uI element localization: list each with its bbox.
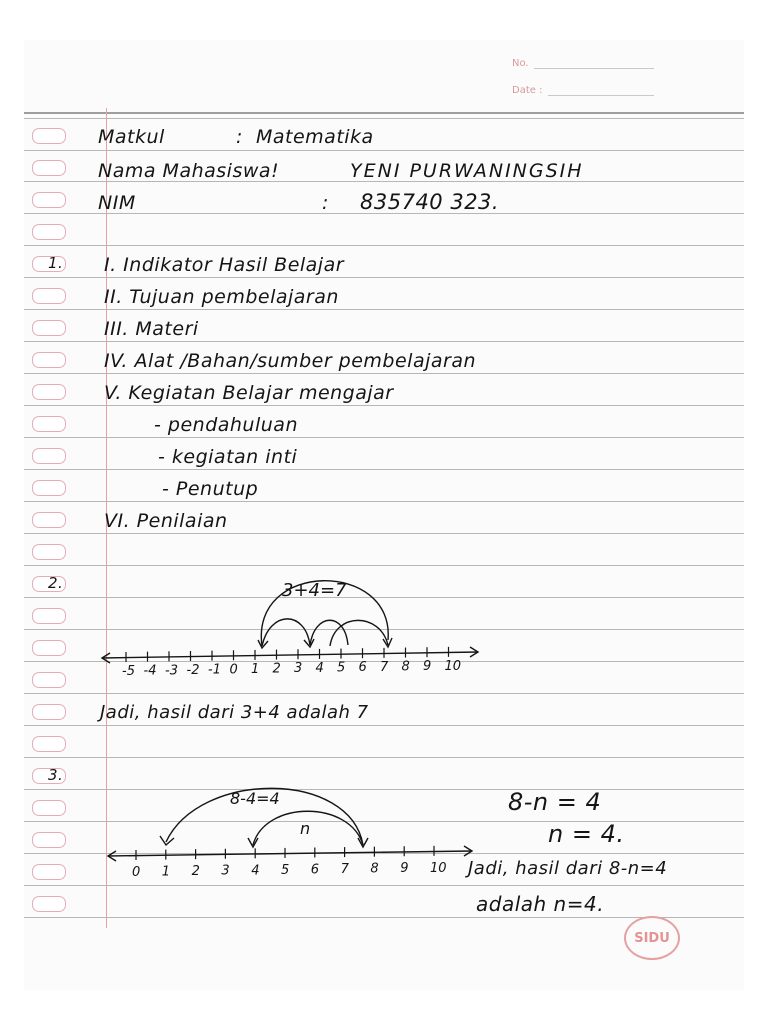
q3-tick-label: 5 (281, 862, 290, 878)
question-1-number: 1. (48, 254, 64, 272)
q3-tick-label: 1 (161, 864, 171, 880)
course-value: Matematika (256, 126, 374, 148)
q2-equation: 3+4=7 (282, 580, 347, 601)
q1-item-6: VI. Penilaian (104, 510, 228, 532)
q2-tick-label: -4 (143, 663, 157, 679)
q2-tick-label: -5 (122, 664, 135, 679)
q2-tick-label: -1 (208, 662, 221, 678)
q2-tick-label: 6 (358, 660, 367, 676)
q3-axis-line (108, 851, 472, 856)
q3-tick-label: 0 (132, 865, 141, 880)
q1-item-2: II. Tujuan pembelajaran (104, 286, 339, 308)
q2-tick-label: 0 (229, 662, 238, 678)
q2-tick-label: 3 (294, 661, 303, 677)
q3-arc-label: n (300, 819, 311, 838)
question-2-number: 2. (48, 574, 64, 592)
student-name: YENI PURWANINGSIH (350, 160, 584, 182)
q2-tick-label: 4 (315, 660, 324, 676)
q2-tick-label: 9 (423, 659, 432, 675)
q2-tick-label: -2 (186, 662, 200, 678)
q3-work-line-1: 8-n = 4 (508, 788, 602, 816)
q1-subitem-1: - pendahuluan (154, 414, 298, 436)
q3-tick-label: 3 (221, 863, 230, 879)
q3-arrowhead-icon (248, 838, 258, 847)
q1-item-4: IV. Alat /Bahan/sumber pembelajaran (104, 350, 477, 372)
q2-tick-label: 7 (380, 659, 389, 675)
q1-item-1: I. Indikator Hasil Belajar (104, 254, 345, 276)
q3-conclusion-line-1: Jadi, hasil dari 8-n=4 (468, 858, 668, 879)
q2-axis-line (102, 652, 478, 658)
q3-tick-label: 4 (251, 863, 260, 879)
q3-tick-label: 6 (310, 862, 320, 878)
q3-tick-label: 8 (370, 861, 379, 877)
no-label: No. (512, 58, 529, 69)
nim-label: NIM (98, 192, 136, 214)
q2-hop-1 (262, 619, 310, 646)
q2-hop-2 (310, 620, 348, 645)
q2-tick-label: 10 (444, 658, 462, 674)
q3-equation: 8-4=4 (230, 789, 280, 808)
question-3-number: 3. (48, 766, 64, 784)
q3-tick-label: 9 (400, 861, 409, 877)
date-label: Date : (512, 85, 543, 96)
q1-subitem-3: - Penutup (162, 478, 259, 500)
q2-tick-label: 2 (272, 661, 281, 677)
q1-subitem-2: - kegiatan inti (158, 446, 298, 468)
nim-separator: : (322, 192, 329, 214)
course-label: Matkul (98, 126, 165, 148)
sidu-stamp-logo: SIDU (624, 916, 680, 960)
q3-tick-label: 7 (340, 862, 349, 878)
name-label: Nama Mahasiswa! (98, 160, 280, 182)
q2-tick-label: 1 (251, 661, 260, 677)
q2-tick-label: 8 (401, 659, 410, 675)
q3-conclusion-line-2: adalah n=4. (476, 892, 605, 916)
q1-item-3: III. Materi (104, 318, 199, 340)
course-separator: : (236, 126, 243, 148)
q1-item-5: V. Kegiatan Belajar mengajar (104, 382, 394, 404)
nim-value: 835740 323. (360, 190, 500, 214)
q2-tick-label: 5 (337, 660, 346, 676)
q3-tick-label: 10 (430, 860, 447, 876)
q3-tick-label: 2 (191, 864, 200, 880)
q3-work-line-2: n = 4. (548, 820, 625, 848)
q2-tick-label: -3 (165, 663, 178, 679)
q2-conclusion: Jadi, hasil dari 3+4 adalah 7 (100, 702, 369, 723)
